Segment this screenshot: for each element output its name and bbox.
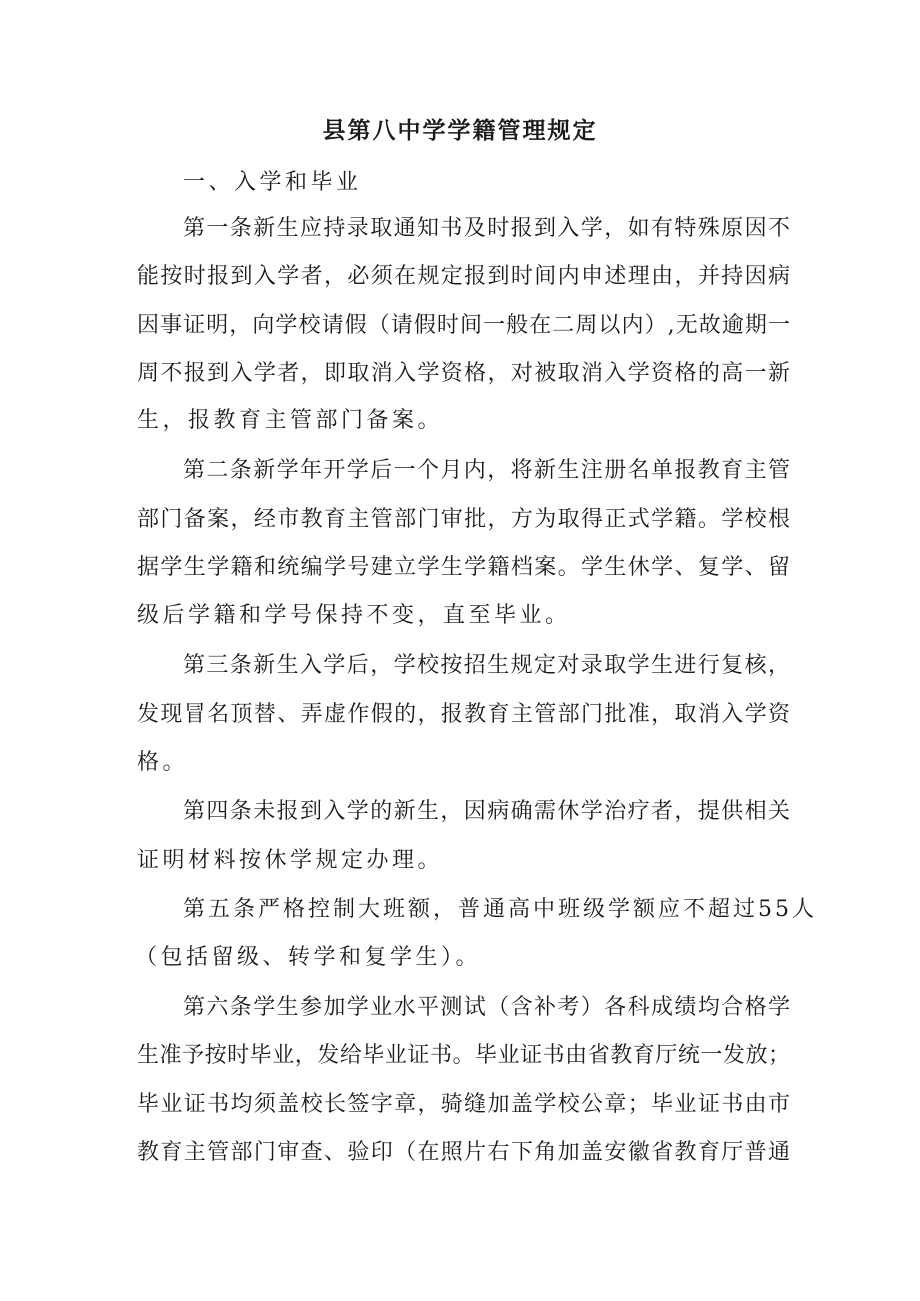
paragraph-line: 证明材料按休学规定办理。 <box>137 848 444 873</box>
paragraph-line: 据学生学籍和统编学号建立学生学籍档案。学生休学、复学、留 <box>137 555 790 580</box>
paragraph-line: 部门备案，经市教育主管部门审批，方为取得正式学籍。学校根 <box>137 507 790 532</box>
paragraph-line: 发现冒名顶替、弄虚作假的，报教育主管部门批准，取消入学资 <box>137 702 790 727</box>
paragraph-line: 第四条未报到入学的新生，因病确需休学治疗者，提供相关 <box>183 799 790 824</box>
document-title: 县第八中学学籍管理规定 <box>322 118 598 144</box>
paragraph-line: 生，报教育主管部门备案。 <box>137 408 444 433</box>
paragraph-line: 毕业证书均须盖校长签字章，骑缝加盖学校公章；毕业证书由市 <box>137 1092 790 1117</box>
paragraph-line: 级后学籍和学号保持不变，直至毕业。 <box>137 603 571 628</box>
paragraph-line: 因事证明，向学校请假（请假时间一般在二周以内）,无故逾期一 <box>137 313 790 338</box>
paragraph-line: 第三条新生入学后，学校按招生规定对录取学生进行复核， <box>183 653 790 678</box>
paragraph-line: 第六条学生参加学业水平测试（含补考）各科成绩均合格学 <box>183 995 790 1020</box>
paragraph-line: 第一条新生应持录取通知书及时报到入学，如有特殊原因不 <box>183 216 790 241</box>
paragraph-line: 教育主管部门审查、验印（在照片右下角加盖安徽省教育厅普通 <box>137 1140 790 1165</box>
paragraph-line: 周不报到入学者，即取消入学资格，对被取消入学资格的高一新 <box>137 361 790 386</box>
paragraph-line: 第二条新学年开学后一个月内，将新生注册名单报教育主管 <box>183 458 790 483</box>
paragraph-line: 格。 <box>137 750 189 775</box>
paragraph-line: 第五条严格控制大班额，普通高中班级学额应不超过55人 <box>183 897 817 922</box>
paragraph-line: 生准予按时毕业，发给毕业证书。毕业证书由省教育厅统一发放； <box>137 1043 790 1068</box>
section-heading: 一、入学和毕业 <box>183 170 362 195</box>
paragraph-line: 能按时报到入学者，必须在规定报到时间内申述理由，并持因病 <box>137 264 790 289</box>
paragraph-line: （包括留级、转学和复学生）。 <box>135 945 482 970</box>
